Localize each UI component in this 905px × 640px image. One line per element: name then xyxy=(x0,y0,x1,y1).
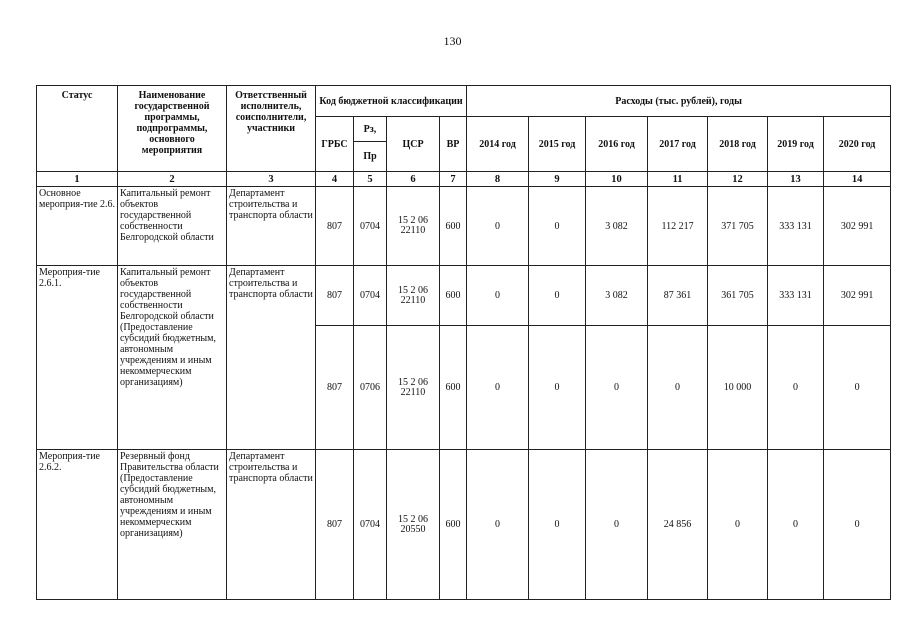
header-responsible: Ответственный исполнитель, соисполнители, участники xyxy=(227,86,316,172)
value-cell: 24 856 xyxy=(648,450,708,600)
page-number: 130 xyxy=(443,34,462,48)
column-number: 12 xyxy=(708,172,768,187)
header-csr: ЦСР xyxy=(387,117,440,172)
column-number: 4 xyxy=(316,172,354,187)
header-budget-code: Код бюджетной классификации xyxy=(316,86,467,117)
value-cell: 0 xyxy=(529,450,586,600)
header-year: 2019 год xyxy=(768,117,824,172)
column-number: 9 xyxy=(529,172,586,187)
table-row xyxy=(37,450,891,600)
vr-cell: 600 xyxy=(440,326,467,450)
value-cell: 0 xyxy=(768,326,824,450)
value-cell: 0 xyxy=(586,326,648,450)
vr-cell: 600 xyxy=(440,266,467,326)
value-cell: 302 991 xyxy=(824,266,891,326)
column-number: 3 xyxy=(227,172,316,187)
name-cell: Капитальный ремонт объектов государственной собственности Белгородской области (Предоставление субсидий бюджетным, автономным учреждениям и иным некоммерческим организациям) xyxy=(118,266,227,450)
column-number: 5 xyxy=(354,172,387,187)
value-cell: 0 xyxy=(529,266,586,326)
csr-cell: 15 2 06 22110 xyxy=(387,266,440,326)
value-cell: 10 000 xyxy=(708,326,768,450)
csr-cell: 15 2 06 22110 xyxy=(387,326,440,450)
value-cell: 87 361 xyxy=(648,266,708,326)
name-cell: Резервный фонд Правительства области (Предоставление субсидий бюджетным, автономным учреждениям и иным некоммерческим организациям) xyxy=(118,450,227,600)
value-cell: 0 xyxy=(648,326,708,450)
responsible-cell: Департамент строительства и транспорта области xyxy=(227,187,316,266)
value-cell: 371 705 xyxy=(708,187,768,266)
rzpr-cell: 0704 xyxy=(354,266,387,326)
header-year: 2014 год xyxy=(467,117,529,172)
responsible-cell: Департамент строительства и транспорта области xyxy=(227,266,316,450)
column-number: 2 xyxy=(118,172,227,187)
header-vr: ВР xyxy=(440,117,467,172)
value-cell: 112 217 xyxy=(648,187,708,266)
header-year: 2015 год xyxy=(529,117,586,172)
rzpr-cell: 0704 xyxy=(354,187,387,266)
value-cell: 302 991 xyxy=(824,187,891,266)
column-number: 10 xyxy=(586,172,648,187)
responsible-cell: Департамент строительства и транспорта области xyxy=(227,450,316,600)
value-cell: 333 131 xyxy=(768,266,824,326)
value-cell: 0 xyxy=(467,266,529,326)
rzpr-cell: 0704 xyxy=(354,450,387,600)
value-cell: 0 xyxy=(529,326,586,450)
column-number: 1 xyxy=(37,172,118,187)
value-cell: 3 082 xyxy=(586,187,648,266)
value-cell: 333 131 xyxy=(768,187,824,266)
value-cell: 0 xyxy=(467,450,529,600)
header-year: 2018 год xyxy=(708,117,768,172)
value-cell: 0 xyxy=(467,187,529,266)
grbs-cell: 807 xyxy=(316,266,354,326)
header-year: 2017 год xyxy=(648,117,708,172)
grbs-cell: 807 xyxy=(316,326,354,450)
column-number: 8 xyxy=(467,172,529,187)
vr-cell: 600 xyxy=(440,450,467,600)
header-expenses: Расходы (тыс. рублей), годы xyxy=(467,86,891,117)
header-year: 2016 год xyxy=(586,117,648,172)
header-rz: Рз, xyxy=(354,117,387,142)
rzpr-cell: 0706 xyxy=(354,326,387,450)
value-cell: 0 xyxy=(768,450,824,600)
header-grbs: ГРБС xyxy=(316,117,354,172)
grbs-cell: 807 xyxy=(316,187,354,266)
value-cell: 0 xyxy=(529,187,586,266)
header-pr: Пр xyxy=(354,142,387,172)
column-number: 7 xyxy=(440,172,467,187)
column-number: 13 xyxy=(768,172,824,187)
status-cell: Мероприя-тие 2.6.1. xyxy=(37,266,118,450)
csr-cell: 15 2 06 20550 xyxy=(387,450,440,600)
value-cell: 361 705 xyxy=(708,266,768,326)
column-number: 6 xyxy=(387,172,440,187)
status-cell: Основное мероприя-тие 2.6. xyxy=(37,187,118,266)
value-cell: 0 xyxy=(467,326,529,450)
column-number: 14 xyxy=(824,172,891,187)
grbs-cell: 807 xyxy=(316,450,354,600)
table-row xyxy=(37,266,891,326)
header-status: Статус xyxy=(37,86,118,172)
header-name: Наименование государственной программы, подпрограммы, основного мероприятия xyxy=(118,86,227,172)
vr-cell: 600 xyxy=(440,187,467,266)
table-row xyxy=(37,187,891,266)
value-cell: 0 xyxy=(708,450,768,600)
budget-table xyxy=(36,85,891,600)
csr-cell: 15 2 06 22110 xyxy=(387,187,440,266)
status-cell: Мероприя-тие 2.6.2. xyxy=(37,450,118,600)
name-cell: Капитальный ремонт объектов государственной собственности Белгородской области xyxy=(118,187,227,266)
value-cell: 0 xyxy=(824,326,891,450)
header-year: 2020 год xyxy=(824,117,891,172)
column-number: 11 xyxy=(648,172,708,187)
value-cell: 3 082 xyxy=(586,266,648,326)
value-cell: 0 xyxy=(586,450,648,600)
value-cell: 0 xyxy=(824,450,891,600)
